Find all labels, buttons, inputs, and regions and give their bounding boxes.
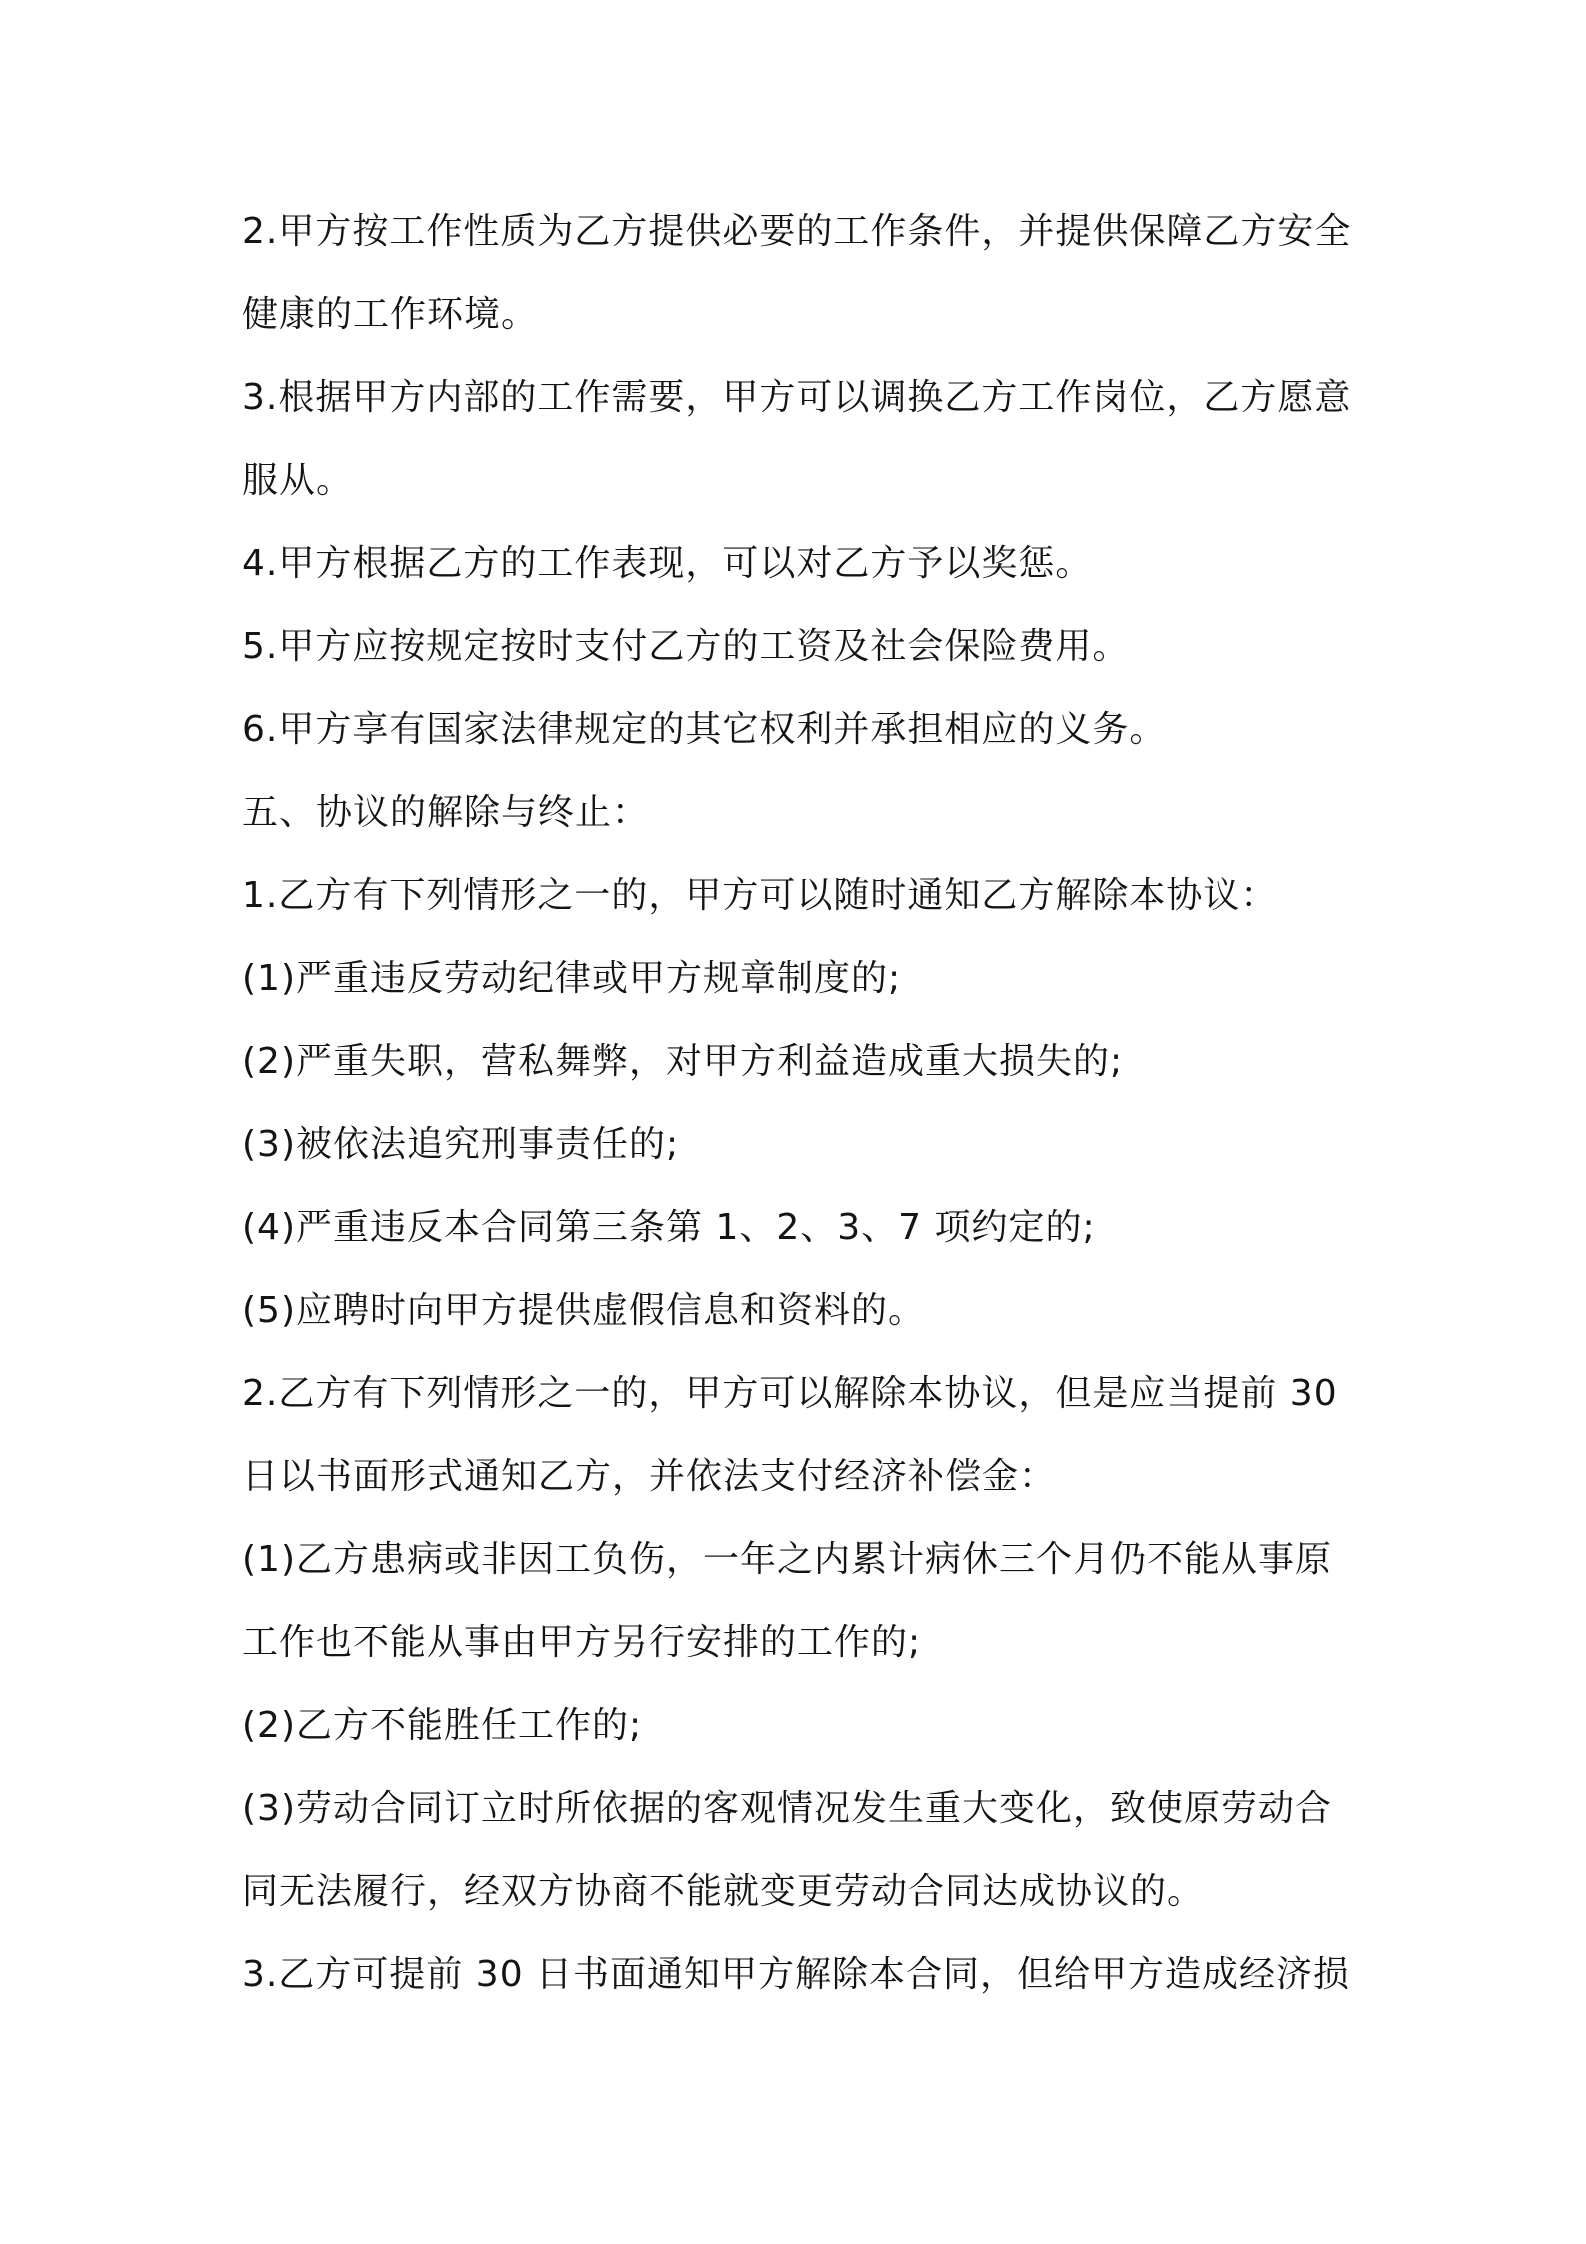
- document-body: [242, 190, 1362, 2016]
- sub-clause: (4)严重违反本合同第三条第 1、2、3、7 项约定的;: [242, 1207, 1096, 1248]
- clause-paragraph: 1.乙方有下列情形之一的，甲方可以随时通知乙方解除本协议：: [242, 875, 1278, 916]
- sub-clause: (3)被依法追究刑事责任的;: [242, 1124, 680, 1165]
- clause-paragraph: 3.根据甲方内部的工作需要，甲方可以调换乙方工作岗位，乙方愿意服从。: [242, 377, 1352, 501]
- sub-clause: (2)严重失职，营私舞弊，对甲方利益造成重大损失的;: [242, 1041, 1124, 1082]
- sub-clause: (5)应聘时向甲方提供虚假信息和资料的。: [242, 1290, 925, 1331]
- sub-clause: (1)乙方患病或非因工负伤，一年之内累计病休三个月仍不能从事原工作也不能从事由甲方另行安排的工作的;: [242, 1539, 1332, 1663]
- sub-clause: (3)劳动合同订立时所依据的客观情况发生重大变化，致使原劳动合同无法履行，经双方协商不能就变更劳动合同达成协议的。: [242, 1788, 1332, 1912]
- clause-paragraph: 6.甲方享有国家法律规定的其它权利并承担相应的义务。: [242, 709, 1167, 750]
- clause-paragraph: 2.乙方有下列情形之一的，甲方可以解除本协议，但是应当提前 30 日以书面形式通知乙方，并依法支付经济补偿金：: [242, 1373, 1338, 1497]
- clause-paragraph: 4.甲方根据乙方的工作表现，可以对乙方予以奖惩。: [242, 543, 1093, 584]
- clause-paragraph: 5.甲方应按规定按时支付乙方的工资及社会保险费用。: [242, 626, 1130, 667]
- sub-clause: (1)严重违反劳动纪律或甲方规章制度的;: [242, 958, 902, 999]
- clause-paragraph: 3.乙方可提前 30 日书面通知甲方解除本合同，但给甲方造成经济损: [242, 1954, 1351, 1995]
- section-heading: 五、协议的解除与终止：: [242, 792, 650, 833]
- sub-clause: (2)乙方不能胜任工作的;: [242, 1705, 643, 1746]
- clause-paragraph: 2.甲方按工作性质为乙方提供必要的工作条件，并提供保障乙方安全健康的工作环境。: [242, 211, 1352, 335]
